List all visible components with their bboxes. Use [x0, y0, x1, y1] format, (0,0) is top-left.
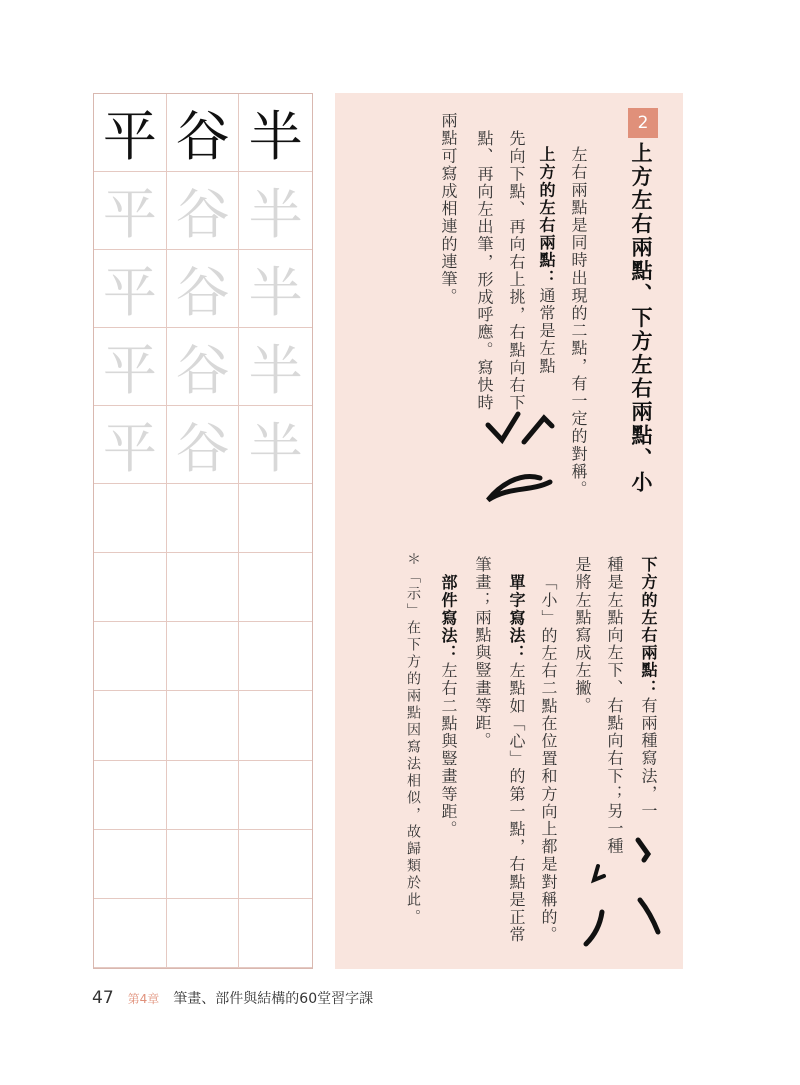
- upper-text: 通常是左點: [537, 286, 556, 375]
- trace-character: 谷: [167, 172, 240, 250]
- trace-character: 平: [94, 406, 167, 484]
- empty-practice-cell: [167, 484, 240, 553]
- trace-character: 半: [239, 328, 312, 406]
- trace-character: 半: [239, 172, 312, 250]
- empty-practice-cell: [239, 691, 312, 760]
- model-character: 平: [94, 94, 167, 172]
- section-number-badge: 2: [628, 108, 658, 138]
- trace-character: 半: [239, 250, 312, 328]
- intro-text: 左右兩點是同時出現的二點，有一定的對稱。: [569, 146, 588, 498]
- trace-character: 谷: [167, 328, 240, 406]
- empty-practice-cell: [94, 553, 167, 622]
- empty-practice-cell: [239, 899, 312, 968]
- upper-dots-brush-illustration: [480, 400, 560, 510]
- model-character: 半: [239, 94, 312, 172]
- upper-paragraph-4: 兩點可寫成相連的連筆。: [439, 112, 458, 306]
- component-label: 部件寫法：: [439, 574, 458, 662]
- small-paragraph: 「小」的左右二點在位置和方向上都是對稱的。: [539, 574, 558, 944]
- single-char-paragraph-1: [508, 574, 524, 944]
- single-char-paragraph-2: 筆畫；兩點與豎畫等距。: [473, 556, 492, 750]
- single-text: 左點如「心」的第一點，右點是正常: [507, 662, 526, 944]
- empty-practice-cell: [239, 484, 312, 553]
- trace-character: 谷: [167, 406, 240, 484]
- upper-paragraph-1: [538, 146, 554, 375]
- upper-label: 上方的左右兩點：: [537, 146, 556, 287]
- empty-practice-cell: [167, 553, 240, 622]
- empty-practice-cell: [239, 761, 312, 830]
- lower-paragraph-2: 種是左點向左下、右點向右下；另一種: [605, 556, 624, 856]
- empty-practice-cell: [94, 622, 167, 691]
- upper-paragraph-3: 點、再向左出筆，形成呼應。寫快時: [475, 130, 494, 412]
- lower-paragraph-3: 是將左點寫成左撇。: [573, 556, 592, 715]
- component-text: 左右二點與豎畫等距。: [439, 662, 458, 838]
- lower-text: 有兩種寫法，一: [639, 696, 658, 821]
- lower-dots-brush-illustration: [582, 830, 662, 950]
- trace-character: 平: [94, 250, 167, 328]
- empty-practice-cell: [167, 761, 240, 830]
- empty-practice-cell: [94, 830, 167, 899]
- model-character: 谷: [167, 94, 240, 172]
- empty-practice-cell: [167, 830, 240, 899]
- empty-practice-cell: [94, 691, 167, 760]
- chapter-label: 第4章: [127, 992, 160, 1006]
- single-label: 單字寫法：: [507, 574, 526, 662]
- book-title: 筆畫、部件與結構的60堂習字課: [173, 991, 374, 1007]
- empty-practice-cell: [94, 761, 167, 830]
- page-footer: [92, 988, 373, 1008]
- trace-character: 平: [94, 172, 167, 250]
- upper-paragraph-2: 先向下點、再向右上挑，右點向右下: [507, 130, 526, 412]
- empty-practice-cell: [167, 899, 240, 968]
- empty-practice-cell: [167, 691, 240, 760]
- empty-practice-cell: [239, 830, 312, 899]
- lower-paragraph-1: [640, 556, 656, 820]
- section-title: 上方左右兩點、下方左右兩點、小: [629, 142, 653, 495]
- practice-grid: [93, 93, 313, 969]
- lower-label: 下方的左右兩點：: [639, 556, 658, 697]
- trace-character: 谷: [167, 250, 240, 328]
- trace-character: 半: [239, 406, 312, 484]
- empty-practice-cell: [94, 484, 167, 553]
- empty-practice-cell: [167, 622, 240, 691]
- empty-practice-cell: [94, 899, 167, 968]
- empty-practice-cell: [239, 553, 312, 622]
- empty-practice-cell: [239, 622, 312, 691]
- page-number: 47: [92, 988, 114, 1008]
- footnote: ＊「示」在下方的兩點因寫法相似，故歸類於此。: [405, 552, 421, 926]
- component-paragraph: [440, 574, 456, 838]
- trace-character: 平: [94, 328, 167, 406]
